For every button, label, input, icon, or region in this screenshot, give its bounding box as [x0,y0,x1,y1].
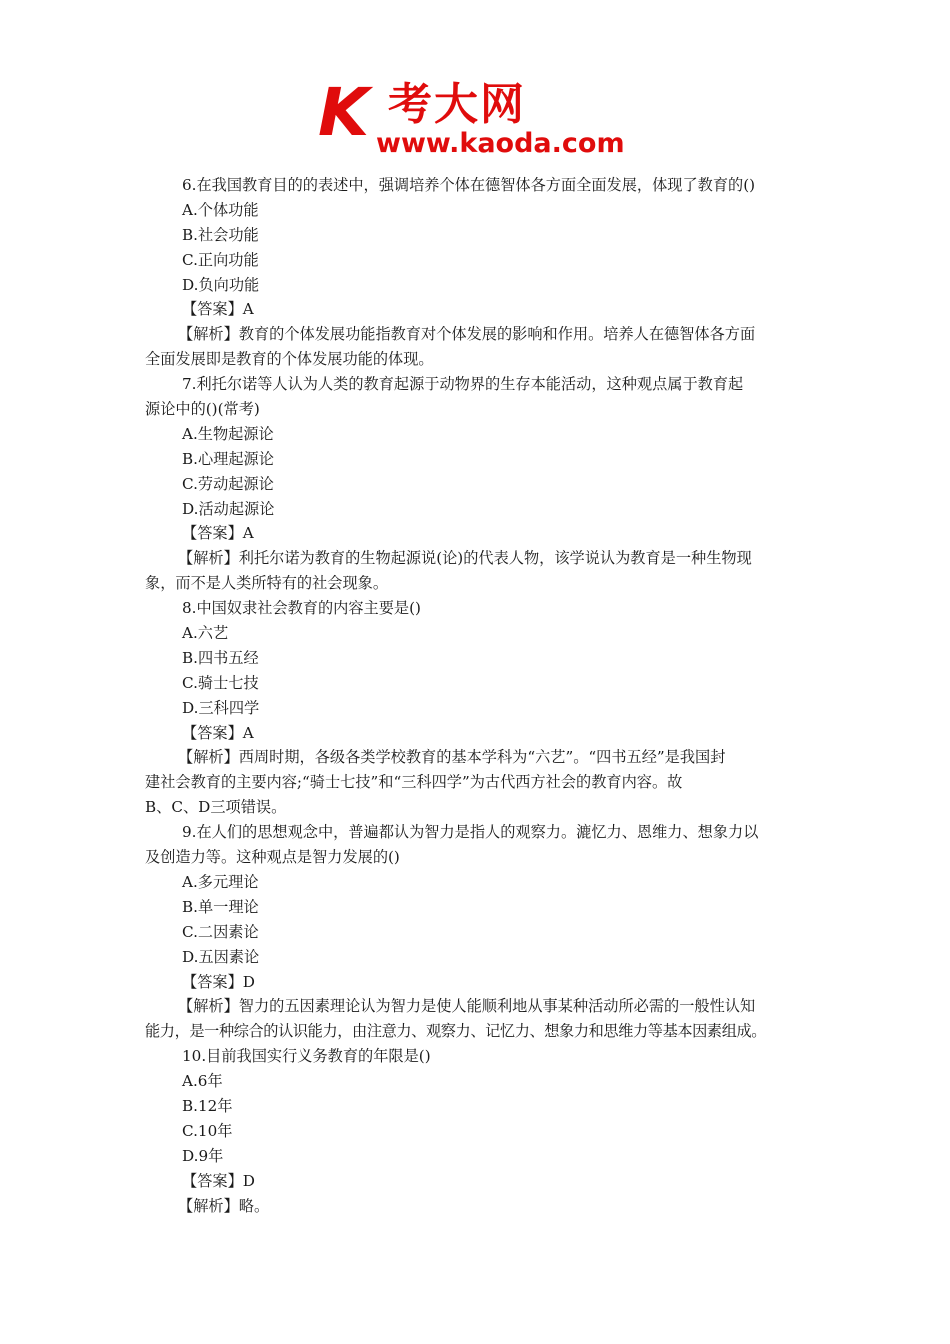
question-10-option-a: A.6年 [182,1072,223,1091]
question-8-stem: 8.中国奴隶社会教育的内容主要是() [182,599,421,618]
question-8-analysis-line-2: 建社会教育的主要内容;“骑士七技”和“三科四学”为古代西方社会的教育内容。故 [145,773,683,792]
question-10-answer: 【答案】D [182,1171,255,1190]
question-9-stem-line-2: 及创造力等。这种观点是智力发展的() [145,848,400,867]
question-6-option-c: C.正向功能 [182,250,259,269]
question-7-stem-line-1: 7.利托尔诺等人认为人类的教育起源于动物界的生存本能活动，这种观点属于教育起 [182,375,744,394]
question-6-option-d: D.负向功能 [182,275,260,294]
question-8-option-a: A.六艺 [182,624,229,643]
question-7-answer: 【答案】A [182,524,254,543]
question-8-analysis-line-1: 【解析】西周时期，各级各类学校教育的基本学科为“六艺”。“四书五经”是我国封 [178,748,726,767]
question-9-option-d: D.五因素论 [182,947,260,966]
question-7-option-a: A.生物起源论 [182,424,274,443]
question-9-analysis-line-2: 能力，是一种综合的认识能力，由注意力、观察力、记忆力、想象力和思维力等基本因素组成。 [145,1022,767,1041]
question-6-analysis-line-1: 【解析】教育的个体发展功能指教育对个体发展的影响和作用。培养人在德智体各方面 [178,325,756,344]
question-8-option-d: D.三科四学 [182,698,260,717]
question-7-analysis-line-1: 【解析】利托尔诺为教育的生物起源说(论)的代表人物，该学说认为教育是一种生物现 [178,549,752,568]
question-10-option-b: B.12年 [182,1096,233,1115]
question-content [145,173,810,1218]
logo-k-mark: K [318,74,368,151]
question-6-option-b: B.社会功能 [182,225,259,244]
question-10-option-d: D.9年 [182,1146,224,1165]
question-8-analysis-line-3: B、C、D三项错误。 [145,798,287,817]
question-7-stem-line-2: 源论中的()(常考) [145,400,260,419]
question-6-stem: 6.在我国教育目的的表述中，强调培养个体在德智体各方面全面发展，体现了教育的() [182,176,756,194]
question-10-stem: 10.目前我国实行义务教育的年限是() [182,1047,431,1066]
question-7-option-b: B.心理起源论 [182,449,274,468]
question-9-stem-line-1: 9.在人们的思想观念中，普遍都认为智力是指人的观察力。漉忆力、恩维力、想象力以 [182,823,759,842]
question-7-option-d: D.活动起源论 [182,499,275,518]
question-7-analysis-line-2: 象，而不是人类所特有的社会现象。 [145,574,388,593]
logo-title: 考大网 [388,79,526,130]
question-8-option-b: B.四书五经 [182,648,259,667]
kaoda-logo [318,74,640,162]
question-9-option-a: A.多元理论 [182,872,259,891]
question-8-answer: 【答案】A [182,723,254,742]
question-6-analysis-line-2: 全面发展即是教育的个体发展功能的体现。 [145,350,434,369]
question-6-option-a: A.个体功能 [182,200,259,219]
question-10-analysis: 【解析】略。 [178,1196,270,1215]
question-9-option-c: C.二因素论 [182,922,259,941]
question-9-analysis-line-1: 【解析】智力的五因素理论认为智力是使人能顺利地从事某种活动所必需的一般性认知 [178,997,756,1016]
question-9-option-b: B.单一理论 [182,897,259,916]
question-8-option-c: C.骑士七技 [182,673,259,692]
question-6-answer: 【答案】A [182,300,254,319]
question-7-option-c: C.劳动起源论 [182,474,274,493]
logo-url: www.kaoda.com [376,128,625,159]
question-10-option-c: C.10年 [182,1121,233,1140]
question-9-answer: 【答案】D [182,972,255,991]
